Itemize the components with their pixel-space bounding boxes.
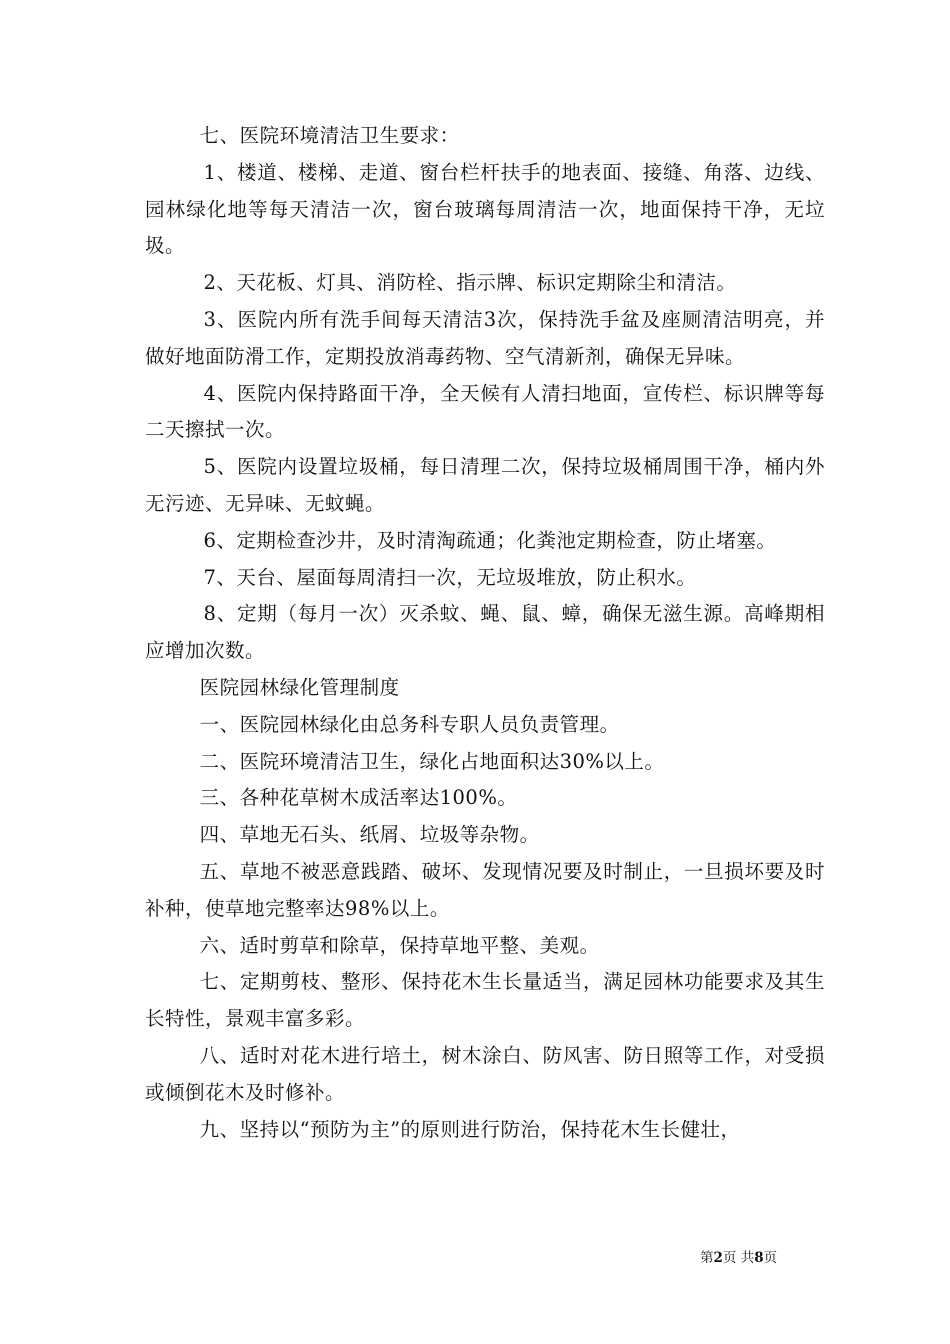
paragraph-rule-2: 二、医院环境清洁卫生，绿化占地面积达30%以上。 [199,749,665,773]
paragraph-item-5: 5、医院内设置垃圾桶，每日清理二次，保持垃圾桶周围干净，桶内外无污迹、无异味、无蚊蝇。 [145,455,825,515]
footer-suffix: 页 [763,1250,778,1266]
paragraph-rule-3: 三、各种花草树木成活率达100%。 [199,786,518,810]
paragraph-rule-6: 六、适时剪草和除草，保持草地平整、美观。 [199,933,600,957]
document-body [145,118,825,1148]
paragraph-item-4: 4、医院内保持路面干净，全天候有人清扫地面，宣传栏、标识牌等每二天擦拭一次。 [145,381,825,442]
paragraph-item-2: 2、天花板、灯具、消防栓、指示牌、标识定期除尘和清洁。 [203,271,737,295]
paragraph-rule-5: 五、草地不被恶意践踏、破坏、发现情况要及时制止，一旦损坏要及时补种，使草地完整率达98%以上。 [145,859,825,920]
paragraph-rule-7: 七、定期剪枝、整形、保持花木生长量适当，满足园林功能要求及其生长特性，景观丰富多彩。 [145,970,825,1031]
footer-middle: 页 共 [722,1250,755,1266]
paragraph-item-1: 1、楼道、楼梯、走道、窗台栏杆扶手的地表面、接缝、角落、边线、园林绿化地等每天清洁一次，窗台玻璃每周清洁一次，地面保持干净，无垃圾。 [145,160,825,258]
paragraph-item-7: 7、天台、屋面每周清扫一次，无垃圾堆放，防止积水。 [203,565,697,589]
footer-total-pages: 8 [754,1250,764,1266]
page-footer [700,1246,777,1266]
footer-page-number: 2 [713,1250,723,1266]
paragraph-item-8: 8、定期（每月一次）灭杀蚊、蝇、鼠、蟑，确保无滋生源。高峰期相应增加次数。 [145,602,825,663]
section-title-greening: 医院园林绿化管理制度 [199,675,400,699]
paragraph-rule-8: 八、适时对花木进行培土，树木涂白、防风害、防日照等工作，对受损或倾倒花木及时修补。 [145,1043,825,1104]
paragraph-section-seven-heading: 七、医院环境清洁卫生要求： [199,124,460,147]
footer-prefix: 第 [700,1250,714,1266]
paragraph-item-3: 3、医院内所有洗手间每天清洁3次，保持洗手盆及座厕清洁明亮，并做好地面防滑工作，定期投放消毒药物、空气清新剂，确保无异味。 [145,307,825,368]
paragraph-rule-9: 九、坚持以“预防为主”的原则进行防治，保持花木生长健壮， [199,1117,741,1141]
paragraph-rule-4: 四、草地无石头、纸屑、垃圾等杂物。 [199,823,540,847]
paragraph-item-6: 6、定期检查沙井，及时清淘疏通；化粪池定期检查，防止堵塞。 [203,528,777,552]
paragraph-rule-1: 一、医院园林绿化由总务科专职人员负责管理。 [199,712,620,736]
